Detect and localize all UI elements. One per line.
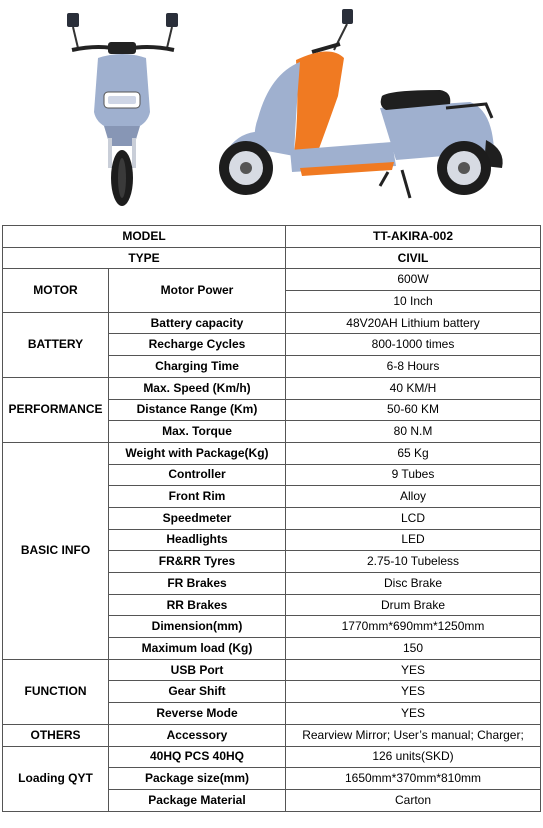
- spec-value: 40 KM/H: [286, 377, 541, 399]
- spec-label: Motor Power: [109, 269, 286, 312]
- table-row: [3, 312, 541, 334]
- spec-value: YES: [286, 681, 541, 703]
- spec-value: Carton: [286, 789, 541, 811]
- spec-label: Battery capacity: [109, 312, 286, 334]
- scooter-front-view: [67, 13, 178, 206]
- model-value: TT-AKIRA-002: [286, 226, 541, 248]
- spec-label: Speedmeter: [109, 507, 286, 529]
- spec-label: Package size(mm): [109, 768, 286, 790]
- spec-label: Charging Time: [109, 356, 286, 378]
- group-others: OTHERS: [3, 724, 109, 746]
- table-row: [3, 659, 541, 681]
- spec-label: Maximum load (Kg): [109, 638, 286, 660]
- group-performance: PERFORMANCE: [3, 377, 109, 442]
- model-label: MODEL: [3, 226, 286, 248]
- table-row: [3, 442, 541, 464]
- spec-label: Front Rim: [109, 486, 286, 508]
- spec-value: YES: [286, 703, 541, 725]
- group-loading: Loading QYT: [3, 746, 109, 811]
- spec-value: 65 Kg: [286, 442, 541, 464]
- spec-label: USB Port: [109, 659, 286, 681]
- spec-label: FR Brakes: [109, 573, 286, 595]
- scooter-side-view: [219, 9, 503, 198]
- spec-label: Package Material: [109, 789, 286, 811]
- spec-label: Accessory: [109, 724, 286, 746]
- spec-value: 9 Tubes: [286, 464, 541, 486]
- table-row: [3, 377, 541, 399]
- table-row: [3, 746, 541, 768]
- spec-label: Reverse Mode: [109, 703, 286, 725]
- spec-label: FR&RR Tyres: [109, 551, 286, 573]
- spec-value: 126 units(SKD): [286, 746, 541, 768]
- spec-label: Max. Torque: [109, 421, 286, 443]
- spec-label: Headlights: [109, 529, 286, 551]
- table-row: [3, 226, 541, 248]
- table-row: [3, 269, 541, 291]
- spec-value: 600W: [286, 269, 541, 291]
- spec-label: Weight with Package(Kg): [109, 442, 286, 464]
- product-photos: [0, 0, 543, 224]
- type-value: CIVIL: [286, 247, 541, 269]
- spec-value: 10 Inch: [286, 291, 541, 313]
- spec-value: Rearview Mirror; User’s manual; Charger;: [286, 724, 541, 746]
- type-label: TYPE: [3, 247, 286, 269]
- spec-value: YES: [286, 659, 541, 681]
- group-basic-info: BASIC INFO: [3, 442, 109, 659]
- spec-value: LCD: [286, 507, 541, 529]
- spec-value: Disc Brake: [286, 573, 541, 595]
- spec-value: 6-8 Hours: [286, 356, 541, 378]
- spec-value: 800-1000 times: [286, 334, 541, 356]
- spec-label: Recharge Cycles: [109, 334, 286, 356]
- group-motor: MOTOR: [3, 269, 109, 312]
- table-row: [3, 724, 541, 746]
- spec-label: Controller: [109, 464, 286, 486]
- spec-label: 40HQ PCS 40HQ: [109, 746, 286, 768]
- group-battery: BATTERY: [3, 312, 109, 377]
- spec-label: Dimension(mm): [109, 616, 286, 638]
- spec-label: Gear Shift: [109, 681, 286, 703]
- scooter-front-view-image: [0, 0, 543, 224]
- spec-value: 150: [286, 638, 541, 660]
- spec-table: [2, 225, 541, 812]
- spec-value: LED: [286, 529, 541, 551]
- spec-value: 50-60 KM: [286, 399, 541, 421]
- spec-value: 1650mm*370mm*810mm: [286, 768, 541, 790]
- spec-label: Distance Range (Km): [109, 399, 286, 421]
- spec-value: 80 N.M: [286, 421, 541, 443]
- spec-value: 48V20AH Lithium battery: [286, 312, 541, 334]
- spec-value: 2.75-10 Tubeless: [286, 551, 541, 573]
- group-function: FUNCTION: [3, 659, 109, 724]
- table-row: [3, 247, 541, 269]
- spec-value: Drum Brake: [286, 594, 541, 616]
- spec-value: Alloy: [286, 486, 541, 508]
- spec-value: 1770mm*690mm*1250mm: [286, 616, 541, 638]
- spec-label: Max. Speed (Km/h): [109, 377, 286, 399]
- spec-label: RR Brakes: [109, 594, 286, 616]
